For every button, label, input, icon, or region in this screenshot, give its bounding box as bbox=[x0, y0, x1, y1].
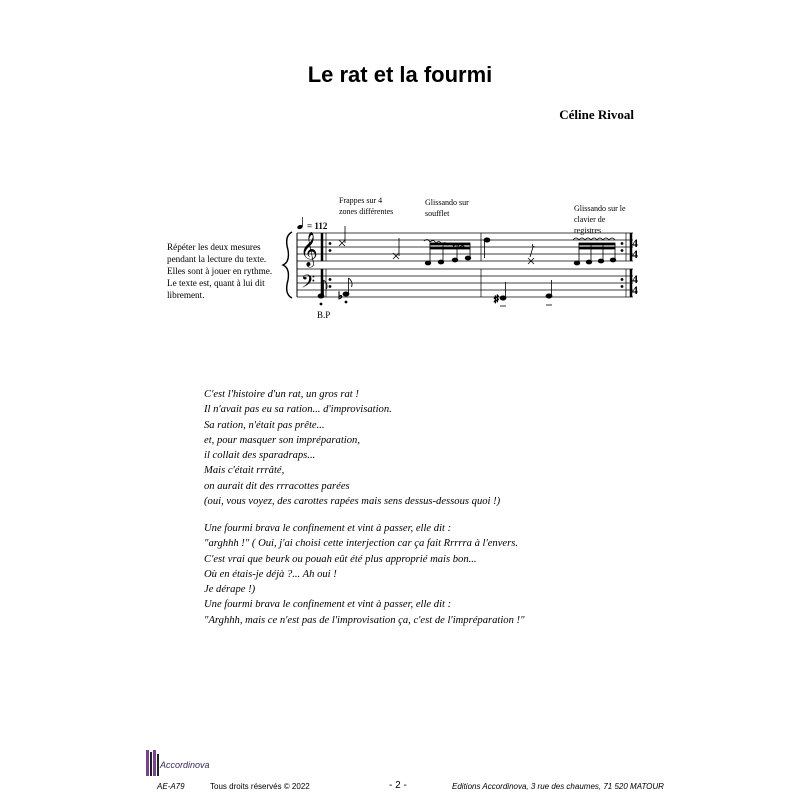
annotation-frappes bbox=[339, 196, 393, 216]
verse-line: il collait des sparadraps... bbox=[204, 450, 316, 462]
time-signature-top: 4 bbox=[632, 236, 638, 250]
verse-line: Je dérape !) bbox=[204, 584, 256, 596]
verse-line: (oui, vous voyez, des carottes rapées mais sens dessus-dessous quoi !) bbox=[204, 496, 501, 508]
annotation-line: Frappes sur 4 bbox=[339, 196, 383, 205]
verse-line: Mais c'était rrrâté, bbox=[204, 465, 285, 477]
annotation-line: Glissando sur le bbox=[574, 204, 626, 213]
verse-line: "Arghhh, mais ce n'est pas de l'improvisation ça, c'est de l'impréparation !" bbox=[204, 614, 525, 626]
verse-line: "arghhh !" ( Oui, j'ai choisi cette interjection car ça fait Rrrrra à l'envers. bbox=[204, 538, 519, 550]
annotation-line: Glissando sur bbox=[425, 198, 469, 207]
x-note bbox=[393, 238, 399, 259]
time-signature-bottom: 4 bbox=[632, 283, 638, 297]
instruction-line: Répéter les deux mesures bbox=[167, 242, 261, 252]
verse-line: Il n'avait pas eu sa ration... d'improvisation. bbox=[204, 404, 392, 416]
verse-line: Une fourmi brava le confinement et vint à passer, elle dit : bbox=[204, 523, 452, 534]
tempo-value: = 112 bbox=[307, 221, 328, 231]
brace-icon bbox=[283, 232, 292, 298]
bass-note bbox=[494, 282, 506, 306]
verse-line: C'est l'histoire d'un rat, un gros rat ! bbox=[204, 389, 359, 400]
footer-code: AE-A79 bbox=[157, 782, 185, 791]
tempo-mark bbox=[297, 217, 328, 231]
instruction-line: Le texte est, quant à lui dit bbox=[167, 278, 265, 288]
time-signature-top: 4 bbox=[632, 272, 638, 286]
annotation-line: soufflet bbox=[425, 209, 450, 218]
footer-editions: Editions Accordinova, 3 rue des chaumes, 71 520 MATOUR bbox=[452, 782, 664, 791]
verse-line: et, pour masquer son impréparation, bbox=[204, 434, 360, 446]
annotation-line: zones différentes bbox=[339, 207, 394, 216]
verse-2 bbox=[204, 521, 525, 628]
bass-note bbox=[546, 280, 552, 305]
instruction-line: librement. bbox=[167, 290, 205, 300]
svg-text:♯: ♯ bbox=[494, 294, 499, 305]
accordion-icon bbox=[146, 750, 159, 776]
x-note bbox=[339, 226, 345, 246]
page-title: Le rat et la fourmi bbox=[307, 62, 493, 87]
music-score bbox=[0, 180, 800, 330]
bass-clef-icon: 𝄢 bbox=[301, 272, 316, 297]
annotation-glissando-soufflet bbox=[425, 198, 471, 218]
annotation-line: clavier de bbox=[574, 215, 606, 224]
bass-note bbox=[338, 278, 352, 303]
logo-text: Accordinova bbox=[160, 760, 210, 770]
verse-line: C'est vrai que beurk ou pouah eût été plus approprié mais bon... bbox=[204, 553, 477, 565]
rest-icon bbox=[530, 244, 535, 257]
time-signature-bottom: 4 bbox=[632, 247, 638, 261]
page-number: - 2 - bbox=[389, 780, 407, 791]
verse-line: Sa ration, n'était pas prête... bbox=[204, 419, 325, 431]
verse-line: on aurait dit des rrracottes parées bbox=[204, 480, 350, 492]
composer-name: Céline Rivoal bbox=[559, 107, 634, 122]
instruction-line: pendant la lecture du texte. bbox=[167, 254, 267, 264]
bp-label: B.P bbox=[317, 310, 331, 320]
footer-rights: Tous droits réservés © 2022 bbox=[210, 782, 310, 791]
annotation-line: registres bbox=[574, 226, 602, 235]
verse-line: Où en étais-je déjà ?... Ah oui ! bbox=[204, 568, 337, 580]
eighth-note bbox=[484, 238, 490, 258]
annotation-glissando-registres bbox=[574, 204, 628, 235]
treble-clef-icon: 𝄞 bbox=[300, 232, 318, 267]
accordinova-logo bbox=[143, 746, 213, 780]
instruction-line: Elles sont à jouer en rythme. bbox=[167, 266, 273, 276]
verse-line: Une fourmi brava le confinement et vint à passer, elle dit : bbox=[204, 599, 452, 611]
svg-text:♭: ♭ bbox=[338, 291, 343, 302]
verse-1 bbox=[204, 387, 500, 509]
